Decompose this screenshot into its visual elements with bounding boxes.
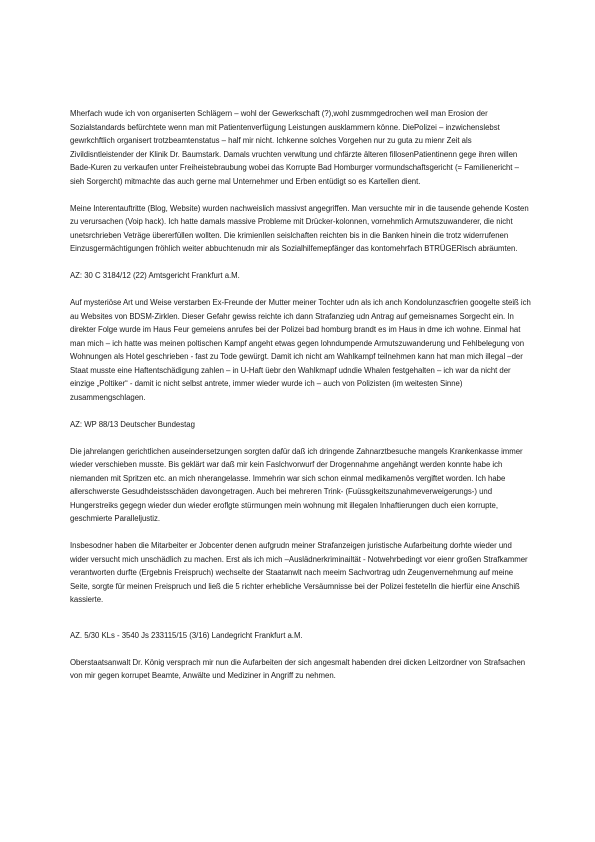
paragraph-health-damage: Die jahrelangen gerichtlichen auseindersetzungen sorgten dafür daß ich dringende Zahnarztbesuche mangels Krankenkasse immer wieder verschieben musste. Bis geklärt war daß mir kein Faslchvorwurf der Drogennahme angehängt werden konnte habe ich niemanden mit Spritzen etc. an mich nherangelasse. Immehrin war sich schon einmal medikamenös vergiftet worden. Ich habe allerschwerste Gesudhdeistsschäden davongetragen. Auch bei mehreren Trink- (Fuüssgkeitszunahmeverweigerungs-) und Hungerstreiks gegegn wieder dun wieder eroflgte stürmungen mein wohnung mit illegalen Inhaftierungen duch eien korrupte, geschmierte Paralleljustiz.: [70, 446, 523, 523]
paragraph-internet-attacks: Meine Interentauftritte (Blog, Website) wurden nachweislich massivst angegriffen. Man versuchte mir in die tausende gehende Kosten zu verursachen (Voip hack). Ich hatte damals massive Probleme mit Drücker-kolonnen, vornehmlich Armutszuwanderer, die nicht unetsrchrieben Veträge übererfüllen wollten. Die krimienllen seislchaften reichten bis in die Banken hinein die trotz widerrufenen Einzusgermächtigungen fröhlich weiter abbuchtenudn mir als Sozialhilfemepfänger das kontomehrfach BTRÜGERisch abräumten.: [70, 203, 529, 253]
paragraph-mysterious-deaths: Auf mysteriöse Art und Weise verstarben Ex-Freunde der Mutter meiner Tochter udn als ich anch Kondolunzascfrien googelte steiß ich au Websites von BDSM-Zirklen. Dieser Gefahr gewiss reichte ich dann Strafanzieg udn Antrag auf gemeisnames Sorgecht ein. In direkter Folge wurde im Haus Feur gemeiens anrufes bei der Polizei bad homburg brandt es im Haus in dme ich wohne. Einmal hat man mich – ich hatte was meinen poltischen Kampf angeht etwas gegen lohndumpende Armutszuwanderung und Fehlbelegung von Wohnungen als Hotel geschrieben - fast zu Tode gewürgt. Damit ich nicht am Wahlkampf teilnehmen kann hat man mich illegal –der Staat musste eine Haftentschädigung zahlen – in U-Haft üebr den Wahlkmapf udndie Whalen festgehalten – ich war da nicht der einzige „Poltiker“ - damit ic nicht selbst antrete, immer wieder wurde ich – auch von Polizisten (im weitesten Sinne) zusammengschlagen.: [70, 298, 531, 402]
paragraph-prosecutor: Oberstaatsanwalt Dr. König versprach mir nun die Aufarbeiten der sich angesmalt habenden drei dicken Leitzordner von Strafsachen von mir gegen korrupet Beamte, Anwälte und Mediziner in Angriff zu nehmen.: [70, 657, 526, 680]
case-reference-bundestag: AZ: WP 88/13 Deutscher Bundestag: [70, 419, 195, 429]
paragraph-attacks-by-unions: Mherfach wude ich von organiserten Schlägern – wohl der Gewerkschaft (?),wohl zusmmgedrochen weil man Erosion der Sozialstandards befürchtete wenn man mit Patientenverfügung Leistungen ausklammern könne. DiePolizei – inzwichenslebst gewrkchftlich organisert trotzbeamtenstatus – half mir nicht. Ichkenne solches Vorgehen nur zu guta zu mienr Zeit als Zivildisntleistender der Klinik Dr. Baumstark. Damals vruchten verwltung und chfärzte älteren fillosenPatientinenn gege ihren willen Bade-Kuren zu verkaufen unter Freiheistebraubung wobei das Korrupte Bad Homburger vormundschaftsgericht (= Familienericht – sieh Sorgercht) mitmachte das auch gerne mal Unternehmer und Erben entüdigt so es Kartellen dient.: [70, 109, 519, 186]
paragraph-jobcenter: Insbesodner haben die Mitarbeiter er Jobcenter denen aufgrudn meiner Strafanzeigen juristische Aufarbeitung dorhte wieder und wider versucht mich unschädlich zu machen. Erst als ich mich –Auslädnerkriminailtät - Notwehrbedingt vor eienr großen Strafkammer verantworten durfte (Ergebnis Freispruch) wechselte der Staatanwlt nach meeim Sachvortrag udn Zeugenvernehmung auf meine Seite, sorgte für meinen Freispruch und ließ die 5 richter erhebliche Versäumnisse bei der Polizei festeteIln die hierfür eine Anschiß kassierte.: [70, 541, 528, 604]
document-body: [70, 107, 532, 683]
case-reference-landgericht: AZ. 5/30 KLs - 3540 Js 233115/15 (3/16) Landegricht Frankfurt a.M.: [70, 630, 303, 640]
case-reference-amtsgericht: AZ: 30 C 3184/12 (22) Amtsgericht Frankfurt a.M.: [70, 271, 240, 280]
